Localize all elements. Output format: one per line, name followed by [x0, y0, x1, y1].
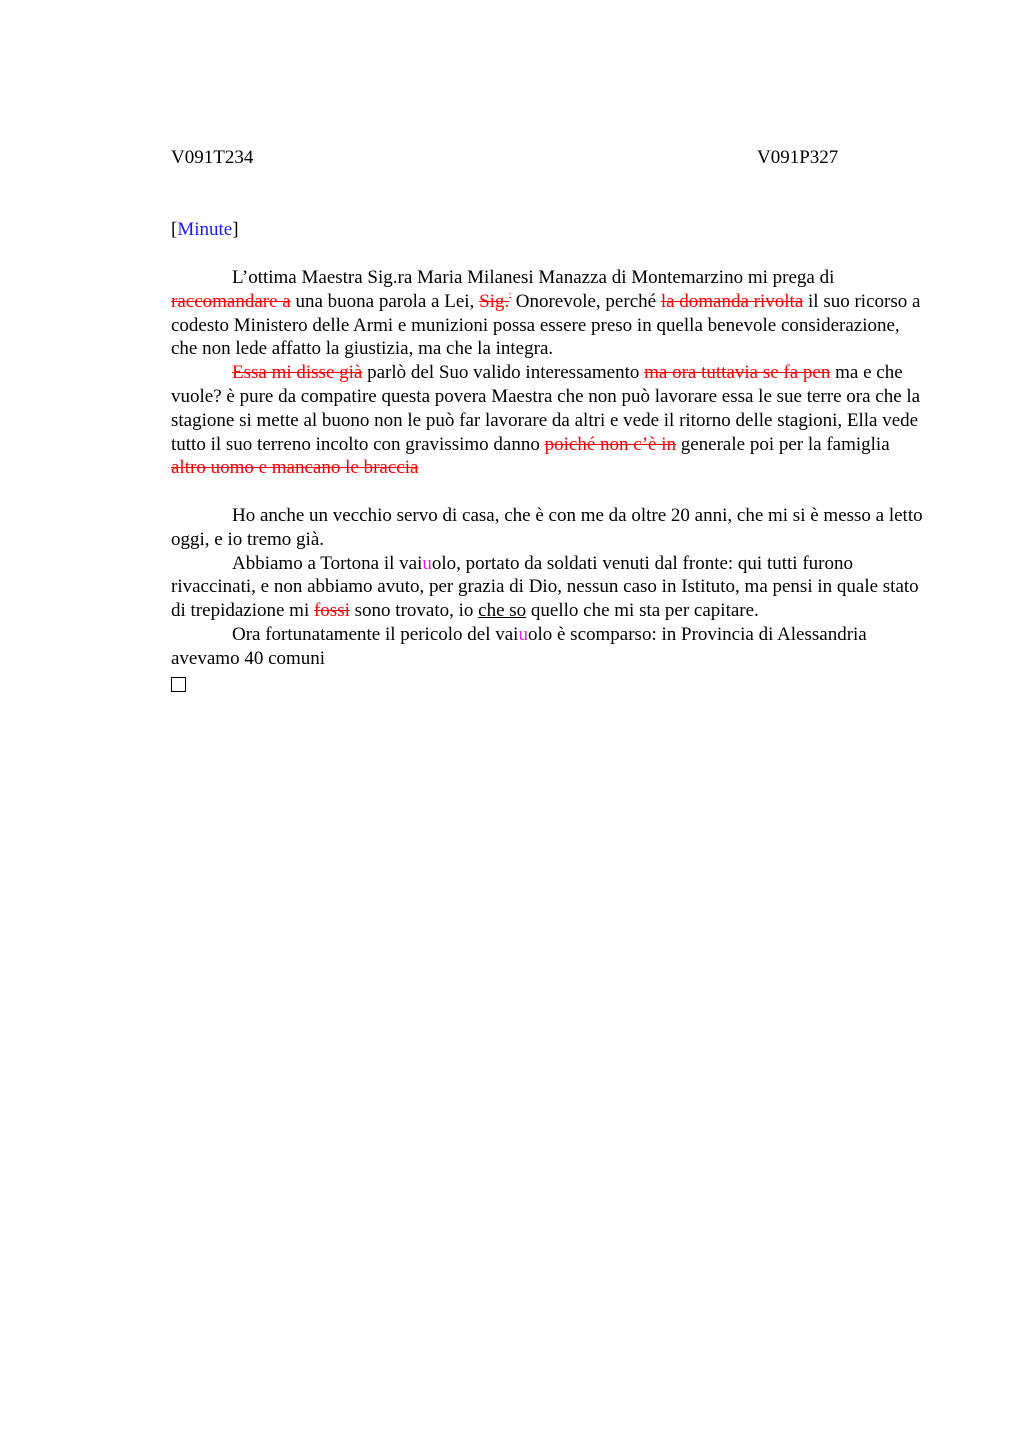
left-document-code: V091T234 — [171, 147, 254, 168]
document-codes — [171, 146, 927, 170]
text-run: olo è scomparso: in Provincia di Alessandria avevamo 40 comuni — [171, 623, 867, 669]
text-run: Ora fortunatamente il pericolo del vai — [232, 623, 519, 645]
paragraph-1 — [171, 266, 927, 361]
inserted-letter: u — [518, 623, 528, 645]
text-run: Onorevole, perché — [510, 290, 661, 312]
deleted-text: la domanda rivolta — [660, 290, 804, 312]
open-bracket: [ — [171, 219, 178, 240]
text-run: una buona parola a Lei, — [290, 290, 480, 312]
text-run: ma e che vuole? è pure da compatire questa povera Maestra che non può lavorare essa le sue terre ora che la stagione si mette al buono non le può far lavorare da altri e vede il ritorno delle stagioni, Ella vede tutto il suo terreno incolto con gravissimo danno — [171, 362, 921, 455]
right-document-code: V091P327 — [757, 147, 839, 168]
deleted-mark: ' — [509, 291, 511, 303]
paragraph-5 — [171, 623, 927, 671]
paragraph-2 — [171, 361, 927, 480]
text-run: Ho anche un vecchio servo di casa, che è con me da oltre 20 anni, che mi si è messo a letto oggi, e io tremo già. — [171, 504, 923, 550]
text-run: sono trovato, io — [349, 600, 479, 622]
letter-body — [171, 266, 927, 698]
paragraph-3 — [171, 504, 927, 552]
text-run: generale poi per la famiglia — [675, 433, 890, 455]
deleted-text: poiché non c’è in — [544, 433, 676, 455]
underlined-text: che so — [478, 600, 527, 622]
inserted-letter: u — [422, 552, 432, 574]
deleted-text: fossi — [313, 600, 350, 622]
section-label — [171, 218, 239, 242]
end-marker — [171, 671, 927, 699]
text-run: quello che mi sta per capitare. — [526, 600, 759, 622]
deleted-text: altro uomo e mancano le braccia — [171, 457, 419, 479]
minute-label: Minute — [177, 219, 233, 240]
text-run: olo, portato da soldati venuti dal fronte: qui tutti furono rivaccinati, e non abbiamo avuto, per grazia di Dio, nessun caso in Istituto, ma pensi in quale stato di trepidazione mi — [171, 552, 919, 622]
text-run: il suo ricorso a codesto Ministero delle Armi e munizioni possa essere preso in quella benevole considerazione, che non lede affatto la giustizia, ma che la integra. — [171, 290, 921, 360]
deleted-text: raccomandare a — [171, 290, 291, 312]
deleted-text: Sig. — [479, 290, 510, 312]
text-run: L’ottima Maestra Sig.ra Maria Milanesi Manazza di Montemarzino mi prega di — [232, 267, 835, 288]
text-run: parlò del Suo valido interessamento — [362, 362, 645, 384]
text-run: Abbiamo a Tortona il vai — [232, 552, 423, 574]
close-bracket: ] — [232, 219, 239, 240]
paragraph-spacer — [171, 480, 927, 504]
paragraph-4 — [171, 552, 927, 623]
empty-box-icon — [171, 677, 186, 692]
deleted-text: Essa mi disse già — [232, 362, 363, 384]
deleted-text: ma ora tuttavia se fa pen — [644, 362, 831, 384]
